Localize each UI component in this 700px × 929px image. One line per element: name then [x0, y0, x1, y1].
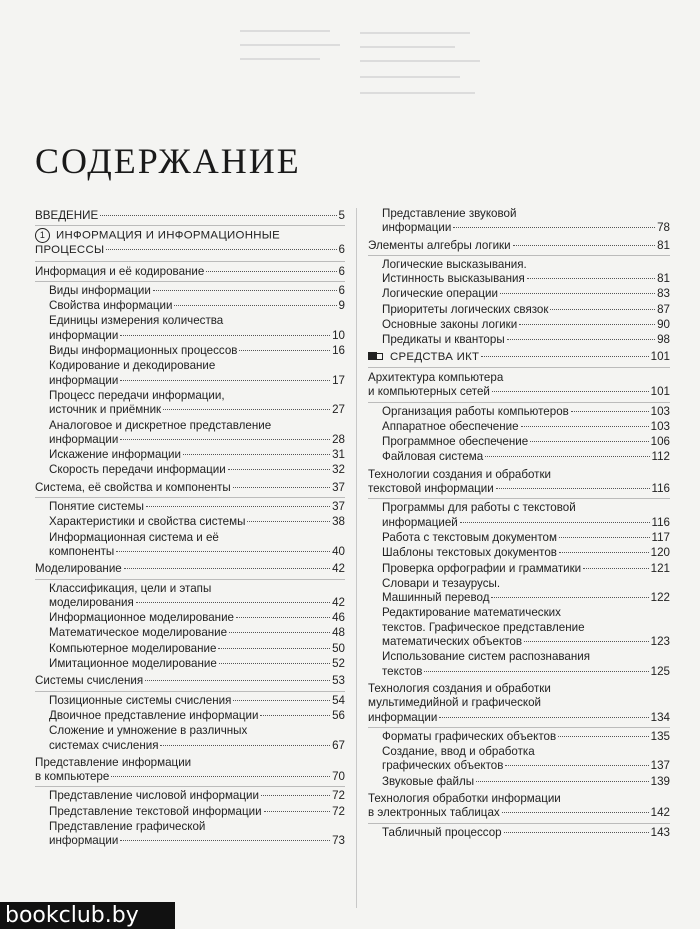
page-number: 56 [332, 708, 345, 722]
toc-entry-title-line: Использование систем распознавания [382, 650, 591, 664]
toc-entry[interactable] [35, 299, 345, 313]
toc-entry-title-line: Представление звуковой [382, 207, 517, 220]
toc-entry-title-line: ПРОЦЕССЫ [35, 244, 105, 257]
toc-entry-title-line: Скорость передачи информации [49, 463, 226, 477]
toc-entry-title-line: Аппаратное обеспечение [382, 419, 519, 433]
dot-leader [502, 812, 649, 813]
page-number: 142 [650, 806, 670, 820]
page-number: 123 [650, 635, 670, 649]
dot-leader [453, 227, 655, 228]
toc-entry-title-line: Искажение информации [49, 448, 181, 462]
toc-entry[interactable] [35, 209, 345, 226]
dot-leader [519, 324, 655, 325]
dot-leader [507, 339, 655, 340]
toc-entry-title-line: Информационное моделирование [49, 611, 235, 625]
dot-leader [233, 487, 330, 488]
page-number: 106 [650, 435, 670, 449]
page-number: 53 [332, 674, 345, 688]
page-number: 67 [332, 738, 345, 752]
toc-entry-title-line: Имитационное моделирование [49, 657, 217, 671]
toc-entry-title-line: информации [49, 328, 119, 342]
toc-entry-title-line: Представление графической [49, 819, 206, 833]
toc-entry-title-line: Виды информационных процессов [49, 344, 238, 358]
toc-entry-title-line: информацией [382, 515, 458, 529]
page-number: 17 [332, 373, 345, 387]
toc-entry-title-line: Шаблоны текстовых документов [382, 546, 557, 560]
dot-leader [513, 245, 656, 246]
page-number: 83 [657, 287, 670, 301]
toc-entry-title-line: Работа с текстовым документом [382, 530, 557, 544]
dot-leader [219, 663, 330, 664]
dot-leader [116, 551, 330, 552]
page-number: 31 [332, 448, 345, 462]
toc-entry-title-line: моделирования [49, 595, 134, 609]
page-number: 6 [338, 283, 345, 297]
toc-entry[interactable] [368, 606, 670, 649]
toc-entry-title-line: Предикаты и кванторы [382, 333, 505, 347]
toc-entry[interactable] [368, 650, 670, 679]
toc-entry[interactable] [368, 239, 670, 256]
toc-entry-title-line: Форматы графических объектов [382, 729, 557, 743]
toc-entry[interactable] [35, 448, 345, 462]
page-number: 46 [332, 611, 345, 625]
dot-leader [500, 293, 655, 294]
toc-entry-title-line: Сложение и умножение в различных [49, 724, 248, 738]
toc-entry-title-line: текстов. Графическое представление [382, 620, 585, 634]
toc-entry-title-line: Табличный процессор [382, 825, 502, 839]
dot-leader [550, 309, 655, 310]
toc-entry[interactable] [368, 435, 670, 449]
toc-entry[interactable] [368, 501, 670, 530]
toc-entry-title-line: Виды информации [49, 283, 151, 297]
page-number: 10 [332, 328, 345, 342]
dot-leader [233, 700, 330, 701]
toc-entry[interactable] [35, 674, 345, 691]
page-number: 139 [650, 774, 670, 788]
dot-leader [247, 521, 330, 522]
dot-leader [120, 840, 330, 841]
toc-entry[interactable] [35, 709, 345, 723]
dot-leader [218, 648, 330, 649]
toc-entry[interactable] [35, 657, 345, 671]
dot-leader [239, 350, 330, 351]
page-number: 37 [332, 500, 345, 514]
toc-entry[interactable] [368, 207, 670, 236]
dot-leader [521, 426, 649, 427]
toc-entry-title-line: Архитектура компьютера [368, 370, 504, 384]
dot-leader [559, 552, 649, 553]
page-number: 87 [657, 302, 670, 316]
page-number: 120 [650, 546, 670, 560]
dot-leader [496, 488, 650, 489]
toc-entry-title-line: Свойства информации [49, 299, 173, 313]
toc-entry[interactable] [368, 420, 670, 434]
page-number: 40 [332, 544, 345, 558]
page-number: 42 [332, 562, 345, 576]
toc-entry[interactable] [368, 371, 670, 403]
toc-entry[interactable] [368, 531, 670, 545]
page-number: 38 [332, 515, 345, 529]
dot-leader [236, 617, 330, 618]
toc-entry-title-line: Создание, ввод и обработка [382, 745, 535, 759]
toc-entry[interactable] [35, 531, 345, 560]
page-number: 81 [657, 272, 670, 286]
toc-entry[interactable] [35, 694, 345, 708]
page-title: СОДЕРЖАНИЕ [35, 141, 301, 181]
page-number: 72 [332, 804, 345, 818]
toc-entry-title-line: Организация работы компьютеров [382, 404, 569, 418]
toc-entry[interactable] [368, 775, 670, 789]
dot-leader [524, 641, 649, 642]
toc-entry-title-line: текстов [382, 664, 423, 678]
toc-entry[interactable] [368, 562, 670, 576]
toc-entry-title-line: Представление числовой информации [49, 789, 259, 803]
toc-entry[interactable] [35, 756, 345, 788]
toc-entry-title-line: Характеристики и свойства системы [49, 515, 246, 529]
toc-entry[interactable] [35, 626, 345, 640]
toc-entry-title-line: информации [382, 221, 452, 235]
page-number: 121 [650, 561, 670, 575]
toc-entry-title-line: в компьютере [35, 770, 110, 784]
toc-entry[interactable] [368, 577, 670, 606]
toc-entry-title-line: СРЕДСТВА ИКТ [368, 350, 479, 364]
toc-entry[interactable] [35, 419, 345, 448]
toc-entry-title-line: ВВЕДЕНИЕ [35, 209, 99, 222]
toc-entry[interactable] [35, 344, 345, 358]
toc-entry[interactable] [368, 450, 670, 464]
toc-entry[interactable] [35, 805, 345, 819]
dot-leader [120, 439, 330, 440]
page-number: 73 [332, 834, 345, 848]
toc-entry-title-line: Процесс передачи информации, [49, 388, 225, 402]
toc-entry-title-line: Логические операции [382, 287, 498, 301]
toc-entry[interactable] [368, 333, 670, 347]
toc-column-left [35, 206, 345, 849]
page-number: 116 [651, 482, 670, 496]
toc-entry-title-line: Редактирование математических [382, 606, 561, 620]
toc-entry-title-line: информации [49, 373, 119, 387]
toc-entry[interactable] [35, 314, 345, 343]
dot-leader [505, 765, 648, 766]
dot-leader [174, 305, 336, 306]
toc-entry[interactable] [35, 481, 345, 498]
toc-entry-title-line: источник и приёмник [49, 403, 162, 417]
toc-entry[interactable] [368, 745, 670, 774]
dot-leader [491, 597, 648, 598]
page-number: 112 [651, 450, 670, 464]
dot-leader [183, 454, 330, 455]
toc-entry[interactable] [35, 265, 345, 282]
dot-leader [228, 469, 330, 470]
page-number: 70 [332, 770, 345, 784]
page-number: 5 [338, 209, 345, 222]
page-number: 135 [650, 729, 670, 743]
dot-leader [111, 776, 330, 777]
toc-entry-title-line: Единицы измерения количества [49, 314, 224, 328]
toc-entry-title-line: Логические высказывания. [382, 257, 527, 271]
toc-column-right [368, 206, 670, 840]
page-number: 6 [338, 264, 345, 278]
page-number: 122 [650, 591, 670, 605]
page-number: 6 [338, 243, 345, 257]
page-number: 37 [332, 480, 345, 494]
toc-entry[interactable] [35, 463, 345, 477]
previous-page-bleed [0, 0, 700, 130]
page-number: 72 [332, 789, 345, 803]
toc-entry[interactable] [368, 405, 670, 419]
page-number: 103 [650, 404, 670, 418]
toc-entry-title-line: Программное обеспечение [382, 435, 529, 449]
toc-entry-title-line: мультимедийной и графической [368, 696, 542, 710]
toc-entry-title-line: текстовой информации [368, 482, 494, 496]
dot-leader [124, 568, 330, 569]
toc-entry-title-line: Элементы алгебры логики [368, 238, 511, 252]
dot-leader [530, 441, 648, 442]
toc-entry[interactable] [368, 682, 670, 728]
toc-entry[interactable] [368, 468, 670, 500]
toc-entry[interactable] [368, 546, 670, 560]
toc-entry[interactable] [35, 789, 345, 803]
page-number: 134 [650, 710, 670, 724]
dot-leader [559, 537, 650, 538]
page-number: 50 [332, 641, 345, 655]
dot-leader [120, 380, 330, 381]
toc-entry-title-line: Двоичное представление информации [49, 708, 259, 722]
toc-entry[interactable] [35, 284, 345, 298]
page-number: 78 [657, 221, 670, 235]
toc-entry[interactable] [35, 611, 345, 625]
toc-entry[interactable] [35, 642, 345, 656]
toc-entry-title-line: Технологии создания и обработки [368, 467, 552, 481]
toc-entry-title-line: Представление текстовой информации [49, 804, 262, 818]
dot-leader [583, 568, 648, 569]
page-number: 54 [332, 693, 345, 707]
page-number: 98 [657, 333, 670, 347]
page-number: 103 [650, 419, 670, 433]
toc-entry-title-line: Основные законы логики [382, 318, 518, 332]
toc-entry-title-line: Математическое моделирование [49, 626, 228, 640]
toc-entry[interactable] [35, 820, 345, 849]
page-number: 117 [651, 530, 670, 544]
page-number: 52 [332, 657, 345, 671]
page-number: 125 [650, 664, 670, 678]
page-number: 28 [332, 432, 345, 446]
dot-leader [146, 506, 330, 507]
dot-leader [476, 781, 649, 782]
toc-entry-title-line: Кодирование и декодирование [49, 359, 216, 373]
toc-entry-title-line: системах счисления [49, 738, 159, 752]
dot-leader [136, 602, 330, 603]
toc-entry[interactable] [368, 350, 670, 368]
watermark: bookclub.by [0, 902, 175, 929]
toc-entry-title-line: и компьютерных сетей [368, 385, 490, 399]
toc-entry[interactable] [368, 826, 670, 840]
page-number: 27 [332, 403, 345, 417]
toc-entry-title-line: Компьютерное моделирование [49, 641, 217, 655]
toc-entry-title-line: Позиционные системы счисления [49, 693, 232, 707]
toc-entry-title-line: 1 ИНФОРМАЦИЯ И ИНФОРМАЦИОННЫЕ [35, 228, 345, 243]
toc-entry-title-line: Информационная система и её [49, 530, 219, 544]
dot-leader [145, 680, 330, 681]
toc-entry-title-line: математических объектов [382, 635, 522, 649]
dot-leader [153, 290, 337, 291]
dot-leader [424, 671, 648, 672]
dot-leader [206, 271, 336, 272]
dot-leader [558, 736, 649, 737]
chapter-two-icon [368, 352, 384, 361]
dot-leader [439, 717, 648, 718]
toc-entry[interactable] [35, 582, 345, 611]
dot-leader [261, 795, 330, 796]
toc-entry-title-line: Словари и тезаурусы. [382, 576, 501, 590]
toc-entry[interactable] [35, 389, 345, 418]
toc-entry-title-line: Истинность высказывания [382, 272, 525, 286]
toc-entry[interactable] [35, 724, 345, 753]
toc-entry-title-line: Приоритеты логических связок [382, 302, 549, 316]
dot-leader [571, 411, 649, 412]
toc-entry-title-line: Файловая система [382, 450, 484, 464]
toc-entry-title-line: Понятие системы [49, 500, 144, 514]
toc-entry[interactable] [368, 318, 670, 332]
toc-entry[interactable] [35, 359, 345, 388]
toc-entry-title-line: Классификация, цели и этапы [49, 581, 212, 595]
toc-entry-title-line: Программы для работы с текстовой [382, 501, 576, 515]
toc-entry[interactable] [368, 258, 670, 287]
toc-entry-title-line: Представление информации [35, 755, 192, 769]
toc-entry-title-line: Моделирование [35, 562, 122, 576]
toc-entry-title-line: Проверка орфографии и грамматики [382, 561, 582, 575]
dot-leader [120, 335, 330, 336]
page-number: 101 [650, 349, 670, 363]
page-number: 48 [332, 626, 345, 640]
toc-entry[interactable] [368, 792, 670, 824]
dot-leader [160, 745, 330, 746]
dot-leader [229, 632, 330, 633]
toc-entry-title-line: информации [368, 710, 438, 724]
toc-entry-title-line: Технология обработки информации [368, 791, 561, 805]
dot-leader [485, 456, 649, 457]
dot-leader [481, 356, 648, 357]
toc-entry-title-line: Системы счисления [35, 674, 144, 688]
page-number: 32 [332, 463, 345, 477]
toc-entry-title-line: графических объектов [382, 759, 504, 773]
toc-entry-title-line: информации [49, 834, 119, 848]
toc-entry[interactable] [35, 562, 345, 579]
page-number: 81 [657, 238, 670, 252]
toc-entry-title-line: компоненты [49, 544, 115, 558]
toc-entry-title-line: Технология создания и обработки [368, 681, 551, 695]
dot-leader [100, 215, 336, 216]
toc-entry-title-line: информации [49, 432, 119, 446]
toc-entry-title-line: Звуковые файлы [382, 774, 475, 788]
page-number: 90 [657, 318, 670, 332]
dot-leader [264, 811, 331, 812]
dot-leader [492, 391, 649, 392]
dot-leader [106, 249, 336, 250]
page-number: 101 [650, 385, 670, 399]
page-number: 42 [332, 595, 345, 609]
toc-entry[interactable] [368, 287, 670, 301]
toc-entry-title-line: Информация и её кодирование [35, 264, 205, 278]
dot-leader [504, 832, 649, 833]
toc-entry[interactable] [368, 730, 670, 744]
dot-leader [527, 278, 655, 279]
toc-entry-title-line: Машинный перевод [382, 591, 490, 605]
page-number: 16 [332, 344, 345, 358]
chapter-number-icon: 1 [35, 228, 50, 243]
dot-leader [163, 409, 330, 410]
page-number: 116 [651, 515, 670, 529]
column-divider [356, 208, 357, 908]
toc-entry[interactable] [35, 228, 345, 261]
dot-leader [460, 522, 650, 523]
dot-leader [260, 715, 330, 716]
toc-entry[interactable] [368, 303, 670, 317]
page-number: 9 [338, 299, 345, 313]
toc-entry[interactable] [35, 515, 345, 529]
toc-entry-title-line: Система, её свойства и компоненты [35, 480, 231, 494]
page-number: 143 [650, 825, 670, 839]
toc-entry-title-line: в электронных таблицах [368, 806, 500, 820]
toc-entry-title-line: Аналоговое и дискретное представление [49, 418, 272, 432]
page-number: 137 [650, 759, 670, 773]
toc-entry[interactable] [35, 500, 345, 514]
